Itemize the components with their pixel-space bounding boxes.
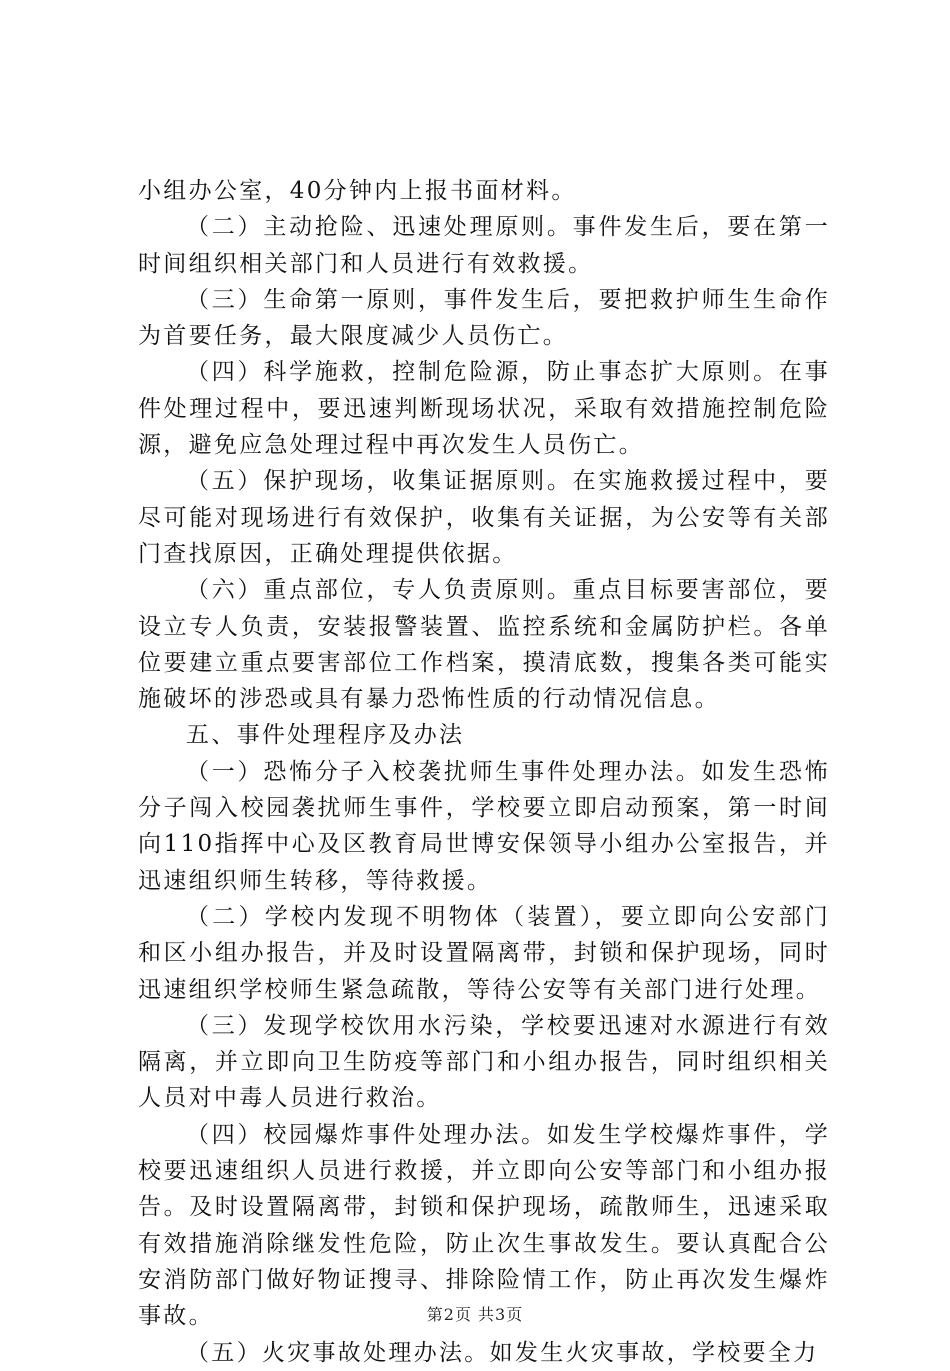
paragraph-procedure-4: （四）校园爆炸事件处理办法。如发生学校爆炸事件，学校要迅速组织人员进行救援，并立即向公安等部门和小组办报告。及时设置隔离带，封锁和保护现场，疏散师生，迅速采取有效措施消除继发性危险，防止次生事故发生。要认真配合公安消防部门做好物证搜寻、排除险情工作，防止再次发生爆炸事故。 — [138, 1121, 830, 1330]
page-footer: 第2页 共3页 — [426, 1305, 524, 1324]
paragraph-procedure-2: （二）学校内发现不明物体（装置），要立即向公安部门和区小组办报告，并及时设置隔离带，封锁和保护现场，同时迅速组织学校师生紧急疏散，等待公安等有关部门进行处理。 — [138, 903, 830, 1003]
paragraph-procedure-5: （五）火灾事故处理办法。如发生火灾事故，学校要全力 — [186, 1339, 819, 1366]
paragraph-procedure-3: （三）发现学校饮用水污染，学校要迅速对水源进行有效隔离，并立即向卫生防疫等部门和小组办报告，同时组织相关人员对中毒人员进行救治。 — [138, 1012, 830, 1112]
document-body — [138, 173, 830, 1371]
paragraph-principle-4: （四）科学施救，控制危险源，防止事态扩大原则。在事件处理过程中，要迅速判断现场状况，采取有效措施控制危险源，避免应急处理过程中再次发生人员伤亡。 — [138, 359, 830, 459]
paragraph-principle-6: （六）重点部位，专人负责原则。重点目标要害部位，要设立专人负责，安装报警装置、监控系统和金属防护栏。各单位要建立重点要害部位工作档案，摸清底数，搜集各类可能实施破坏的涉恐或具有暴力恐怖性质的行动情况信息。 — [138, 577, 830, 713]
paragraph-continuation: 小组办公室，40分钟内上报书面材料。 — [138, 178, 577, 204]
paragraph-principle-2: （二）主动抢险、迅速处理原则。事件发生后，要在第一时间组织相关部门和人员进行有效救援。 — [138, 214, 830, 277]
paragraph-principle-3: （三）生命第一原则，事件发生后，要把救护师生生命作为首要任务，最大限度减少人员伤亡。 — [138, 286, 830, 350]
section-heading-5: 五、事件处理程序及办法 — [186, 722, 465, 749]
paragraph-procedure-1: （一）恐怖分子入校袭扰师生事件处理办法。如发生恐怖分子闯入校园袭扰师生事件，学校要立即启动预案，第一时间向110指挥中心及区教育局世博安保领导小组办公室报告，并迅速组织师生转移，等待救援。 — [138, 758, 830, 894]
paragraph-principle-5: （五）保护现场，收集证据原则。在实施救援过程中，要尽可能对现场进行有效保护，收集有关证据，为公安等有关部门查找原因，正确处理提供依据。 — [138, 468, 830, 567]
